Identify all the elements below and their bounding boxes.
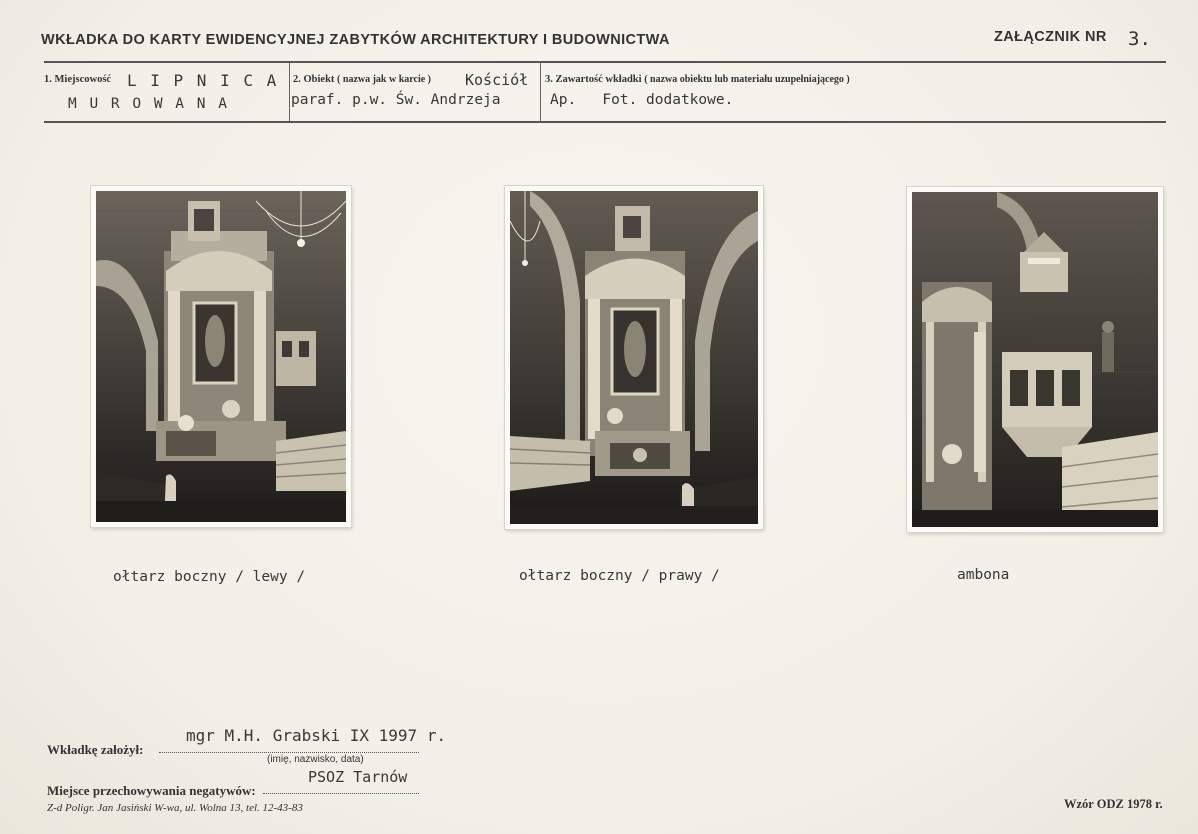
annex-label: ZAŁĄCZNIK NR [994, 29, 1107, 45]
founded-by-hint: (imię, nazwisko, data) [267, 754, 364, 765]
pulpit-photo-image [912, 192, 1158, 527]
object-label [293, 74, 431, 85]
object-label-text: 2. Obiekt [293, 74, 335, 85]
contents-label-text: 3. Zawartość wkładki [545, 74, 642, 85]
photo-caption-right-altar: ołtarz boczny / prawy / [519, 568, 720, 584]
photo-pulpit [907, 187, 1163, 532]
altar-photo-image [510, 191, 758, 524]
field-divider-1 [289, 63, 290, 121]
object-label-hint: ( nazwa jak w karcie ) [337, 74, 432, 85]
altar-photo-image [96, 191, 346, 522]
printer-imprint: Z-d Poligr. Jan Jasiński W-wa, ul. Wolna 13, tel. 12-43-83 [47, 802, 303, 814]
form-title: WKŁADKA DO KARTY EWIDENCYJNEJ ZABYTKÓW ARCHITEKTURY I BUDOWNICTWA [41, 32, 670, 48]
contents-label [545, 74, 850, 85]
negatives-label: Miejsce przechowywania negatywów: [47, 783, 256, 798]
top-rule [44, 61, 1166, 63]
contents-label-hint: ( nazwa obiektu lub materiału uzupełniającego ) [644, 74, 850, 85]
founded-by-dotted-line [159, 752, 419, 753]
founded-by-value: mgr M.H. Grabski IX 1997 r. [186, 726, 447, 745]
photo-right-side-altar [505, 186, 763, 529]
locality-value-line2: M U R O W A N A [68, 96, 229, 112]
locality-label: 1. Miejscowość [44, 74, 112, 85]
negatives-value: PSOZ Tarnów [308, 768, 408, 786]
locality-value-line1: L I P N I C A [127, 71, 279, 90]
photo-caption-pulpit: ambona [957, 567, 1010, 583]
form-pattern-label: Wzór ODZ 1978 r. [1064, 797, 1163, 811]
object-value-line1: Kościół [465, 71, 529, 89]
negatives-dotted-line [263, 793, 419, 794]
bottom-rule [44, 121, 1166, 123]
contents-value: Ap. Fot. dodatkowe. [550, 92, 734, 108]
founded-by-label: Wkładkę założył: [47, 742, 144, 757]
photo-caption-left-altar: ołtarz boczny / lewy / [113, 569, 306, 585]
annex-number: 3. [1128, 28, 1151, 50]
photo-left-side-altar [91, 186, 351, 527]
field-divider-2 [540, 63, 541, 121]
object-value-line2: paraf. p.w. Św. Andrzeja [291, 92, 501, 108]
